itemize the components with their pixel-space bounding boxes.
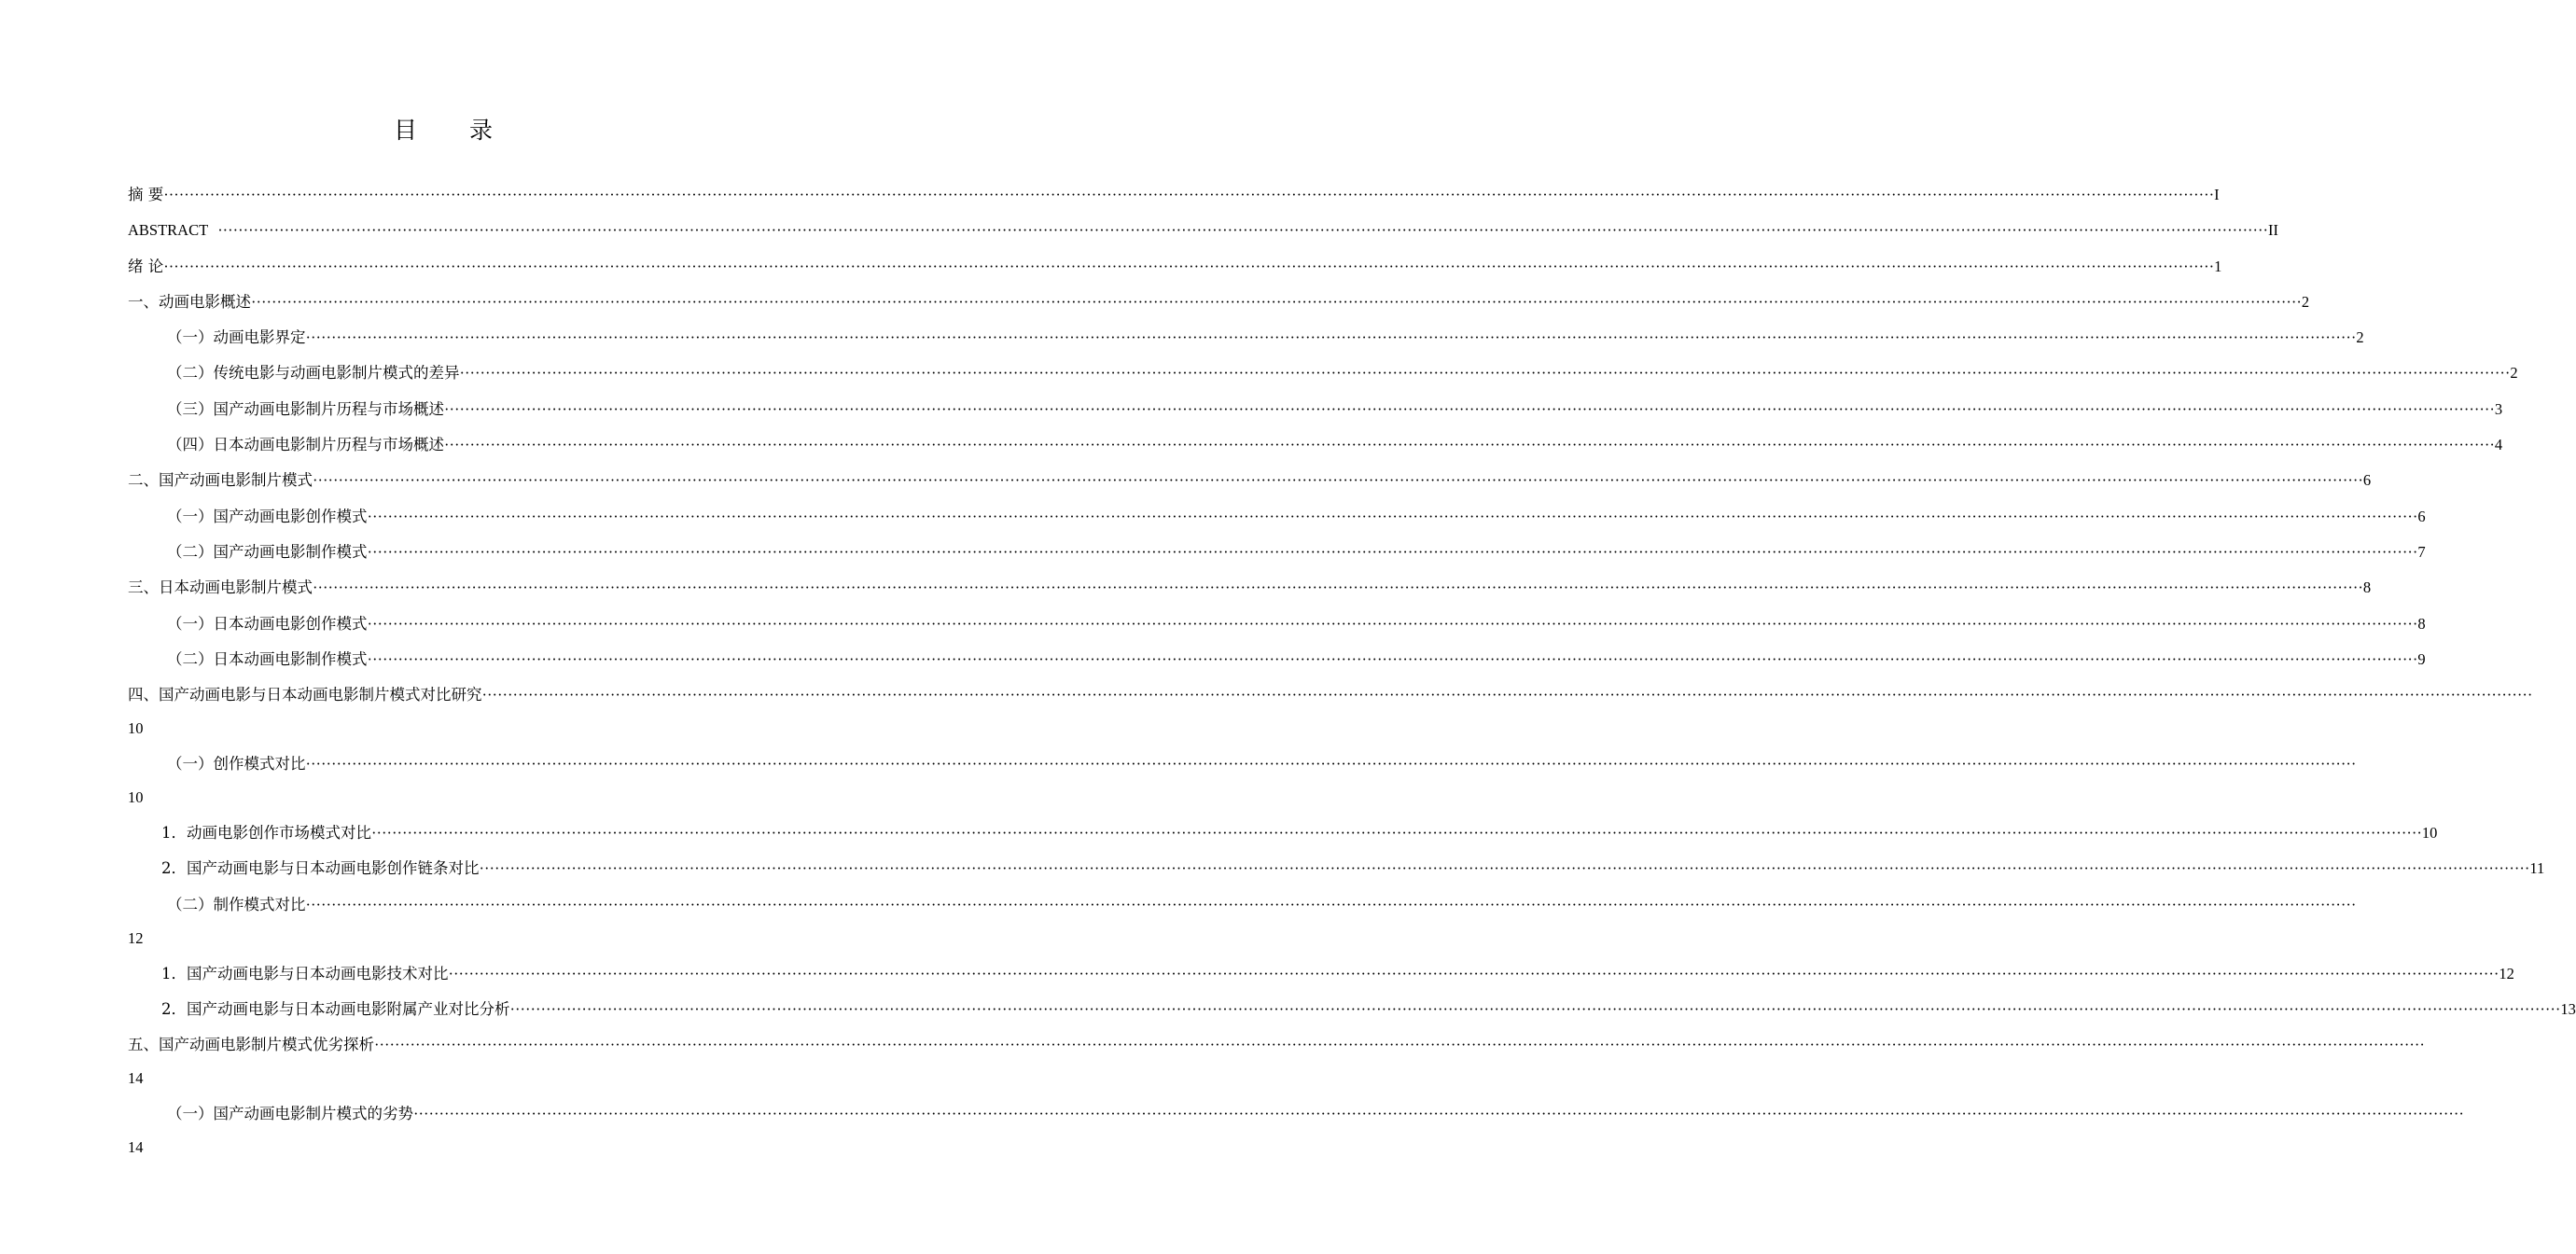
toc-entry-label: 二、国产动画电影制片模式 (128, 471, 313, 490)
toc-entry[interactable] (128, 289, 2310, 315)
toc-entry-row (128, 996, 2576, 1023)
dot-leader: ················································································································································································································································································································································································································ (459, 364, 2511, 383)
toc-entry-row (128, 961, 2514, 987)
dot-leader: ················································································································································································································································································································································································································ (251, 292, 2302, 311)
toc-page-number: I (2214, 186, 2220, 203)
toc-entry[interactable] (128, 820, 2438, 846)
toc-entry-label: （一）日本动画电影创作模式 (167, 614, 368, 633)
toc-entry-label: （二）制作模式对比 (167, 895, 306, 913)
toc-entry-row (128, 217, 2279, 244)
toc-entry-label: 2．国产动画电影与日本动画电影创作链条对比 (161, 859, 480, 878)
toc-entry-label: 1．国产动画电影与日本动画电影技术对比 (161, 964, 449, 982)
toc-page-number: 8 (2417, 614, 2426, 633)
toc-page-number: 10 (128, 788, 144, 807)
dot-leader: ················································································································································································································································································································································································································ (313, 578, 2363, 597)
toc-entry-row (128, 1032, 2425, 1058)
toc-entry-label: （四）日本动画电影制片历程与市场概述 (167, 436, 444, 454)
toc-page-number: 9 (2417, 649, 2426, 668)
dot-leader: ················································································································································································································································································································································································································ (481, 686, 2533, 704)
toc-entry[interactable] (128, 575, 2372, 601)
dot-leader: ················································································································································································································································································································································································································ (305, 328, 2357, 347)
toc-entry-label: （二）传统电影与动画电影制片模式的差异 (167, 364, 460, 383)
toc-entry[interactable] (128, 961, 2514, 987)
dot-leader: ················································································································································································································································································································································································································ (163, 186, 2215, 203)
toc-entry-label: 四、国产动画电影与日本动画电影制片模式对比研究 (128, 686, 482, 704)
dot-leader: ················································································································································································································································································································································································································ (509, 1000, 2561, 1019)
toc-entry-label: （三）国产动画电影制片历程与市场概述 (167, 399, 444, 418)
toc-entry[interactable] (128, 856, 2545, 882)
toc-entry[interactable] (128, 467, 2372, 494)
toc-entry-row (128, 504, 2426, 530)
toc-page-number: II (2268, 221, 2279, 240)
toc-page-number: 10 (128, 719, 144, 738)
toc-entry[interactable] (128, 751, 2357, 811)
dot-leader: ················································································································································································································································································································································································································ (305, 755, 2357, 773)
toc-page-number: 1 (2214, 257, 2222, 275)
dot-leader: ················································································································································································································································································································································································································ (217, 221, 2269, 240)
toc-entry-row (128, 182, 2220, 208)
toc-entry-row (128, 432, 2503, 458)
toc-page-number: 14 (128, 1138, 144, 1157)
toc-entry-label: （一）国产动画电影创作模式 (167, 507, 368, 525)
dot-leader: ················································································································································································································································································································································································································ (367, 507, 2418, 525)
toc-entry-row (128, 539, 2426, 565)
toc-entry-label: 三、日本动画电影制片模式 (128, 578, 313, 597)
dot-leader: ················································································································································································································································································································································································································ (444, 399, 2495, 418)
dot-leader: ················································································································································································································································································································································································································ (479, 859, 2530, 878)
toc-title: 目 录 (394, 117, 515, 144)
toc-entry-row (128, 325, 2364, 351)
toc-entry[interactable] (128, 397, 2503, 423)
dot-leader: ················································································································································································································································································································································································································ (305, 895, 2357, 913)
dot-leader: ················································································································································································································································································································································································································ (444, 436, 2495, 454)
toc-entry-label: 绪 论 (128, 257, 164, 275)
toc-entry-row (128, 611, 2426, 637)
toc-entry[interactable] (128, 996, 2576, 1023)
toc-entry-row (128, 682, 2533, 708)
toc-page-number: 6 (2362, 471, 2372, 490)
toc-entry-row (128, 575, 2372, 601)
dot-leader: ················································································································································································································································································································································································································ (367, 614, 2418, 633)
toc-entry-row (128, 1101, 2464, 1127)
toc-entry-row (128, 751, 2357, 777)
toc-page-number: 10 (2421, 824, 2438, 843)
toc-page-number: 7 (2417, 542, 2426, 561)
toc-entry-label: 1．动画电影创作市场模式对比 (161, 824, 371, 843)
toc-page-number: 8 (2362, 578, 2372, 597)
toc-entry[interactable] (128, 217, 2279, 244)
toc-entry-label: （一）国产动画电影制片模式的劣势 (167, 1105, 413, 1123)
toc-entry[interactable] (128, 892, 2357, 952)
toc-entry[interactable] (128, 504, 2426, 530)
toc-entry[interactable] (128, 1032, 2425, 1092)
toc-entry-label: （一）动画电影界定 (167, 328, 306, 347)
toc-entry-label: （二）日本动画电影制作模式 (167, 649, 368, 668)
toc-entry-label: 摘 要 (128, 186, 164, 203)
toc-entry[interactable] (128, 682, 2533, 742)
toc-entry[interactable] (128, 647, 2426, 673)
toc-entry-row (128, 856, 2545, 882)
toc-page-number: 2 (2356, 328, 2364, 347)
toc-entry[interactable] (128, 539, 2426, 565)
toc-entry-label: （二）国产动画电影制作模式 (167, 542, 368, 561)
toc-entry-row (128, 289, 2310, 315)
toc-entry-row (128, 820, 2438, 846)
toc-entry[interactable] (128, 325, 2364, 351)
toc-entry-label: ABSTRACT (128, 221, 209, 240)
dot-leader: ················································································································································································································································································································································································································ (374, 1036, 2425, 1054)
toc-entry-label: 五、国产动画电影制片模式优劣探析 (128, 1036, 374, 1054)
toc-entry-row (128, 360, 2518, 386)
toc-entry[interactable] (128, 182, 2220, 208)
toc-entry[interactable] (128, 432, 2503, 458)
dot-leader: ················································································································································································································································································································································································································ (367, 649, 2418, 668)
dot-leader: ················································································································································································································································································································································································································ (367, 542, 2418, 561)
toc-entry-row (128, 647, 2426, 673)
toc-entry[interactable] (128, 1101, 2464, 1161)
toc-page-number: 4 (2494, 436, 2503, 454)
dot-leader: ················································································································································································································································································································································································································ (313, 471, 2363, 490)
toc-entry-row (128, 397, 2503, 423)
toc-page-number: 12 (2499, 964, 2514, 982)
toc-page-number: 3 (2494, 399, 2503, 418)
toc-entry-row (128, 254, 2222, 280)
dot-leader: ················································································································································································································································································································································································································ (413, 1105, 2464, 1123)
toc-entry[interactable] (128, 254, 2222, 280)
toc-page-number: 11 (2529, 859, 2545, 878)
toc-entry-label: 2．国产动画电影与日本动画电影附属产业对比分析 (161, 1000, 510, 1019)
toc-entry-row (128, 892, 2357, 918)
toc-entry[interactable] (128, 360, 2518, 386)
dot-leader: ················································································································································································································································································································································································································ (371, 824, 2422, 843)
toc-page-number: 2 (2301, 292, 2310, 311)
toc-page-number: 12 (128, 928, 144, 947)
toc-page-number: 2 (2510, 364, 2518, 383)
toc-entry[interactable] (128, 611, 2426, 637)
toc-page-number: 13 (2560, 1000, 2576, 1019)
toc-entry-label: 一、动画电影概述 (128, 292, 251, 311)
toc-entry-row (128, 467, 2372, 494)
toc-entry-label: （一）创作模式对比 (167, 755, 306, 773)
dot-leader: ················································································································································································································································································································································································································ (448, 964, 2499, 982)
dot-leader: ················································································································································································································································································································································································································ (163, 257, 2215, 275)
table-of-contents (128, 182, 2576, 1170)
toc-page-number: 14 (128, 1069, 144, 1088)
toc-page-number: 6 (2417, 507, 2426, 525)
